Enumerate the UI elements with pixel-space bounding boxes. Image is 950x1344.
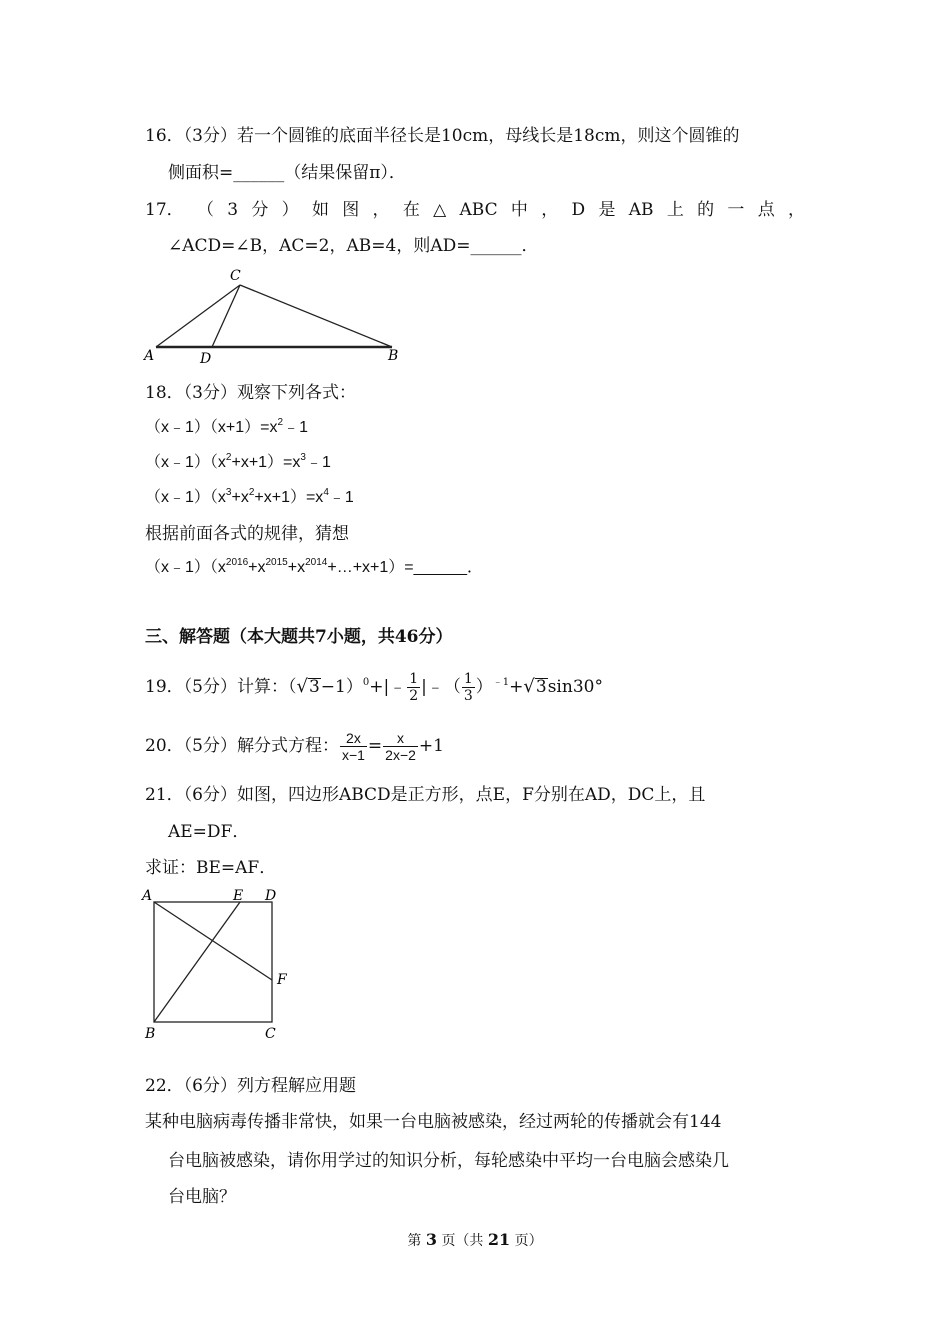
q17-token: 在: [402, 200, 420, 220]
q16-line1: 16．（3分）若一个圆锥的底面半径长是10cm，母线长是18cm，则这个圆锥的: [145, 126, 740, 146]
q19-line: 19．（5分）计算：$(√3-1)^0+|﹣$ $\frac{1}{2}$ |﹣（ $\frac{1}{3}$ ）$^{﹣1}$+√3sin30°: [145, 671, 603, 704]
q22-line3: 台电脑被感染，请你用学过的知识分析，每轮感染中平均一台电脑会感染几: [168, 1151, 729, 1171]
q21-label-a: A: [142, 888, 153, 904]
q20-fraction-left: $\frac{2x}{x-1}$: [341, 730, 365, 763]
q17-token: 3: [227, 200, 239, 220]
q21-line1: 21．（6分）如图，四边形ABCD是正方形，点E，F分别在AD，DC上，且: [145, 785, 706, 805]
q17-token: 一: [727, 200, 745, 220]
q17-token: ，: [541, 200, 559, 220]
q17-token: 17．: [145, 200, 184, 220]
q17-token: 中: [510, 200, 528, 220]
page-number: 3: [425, 1230, 437, 1249]
q17-token: ，: [372, 200, 390, 220]
q19-third: $\frac{1}{3}$: [463, 671, 473, 704]
q22-line1: 22．（6分）列方程解应用题: [145, 1076, 356, 1096]
page-footer: 第 3 页（共 21 页）: [407, 1230, 543, 1249]
q17-token: （: [196, 200, 214, 220]
q17-token: ，: [788, 200, 805, 220]
q18-eq3: $(x﹣1)(x^3+x^2+x+1)=x^4﹣1$: [145, 487, 354, 506]
q17-line2: ∠ACD=∠B，AC=2，AB=4，则AD=______．: [168, 236, 539, 256]
q17-token: ABC: [459, 200, 498, 220]
q17-token: 分: [251, 200, 269, 220]
q21-label-b: B: [145, 1026, 156, 1042]
q21-square-figure: [140, 884, 300, 1044]
q17-token: 如: [311, 200, 329, 220]
q18-eq1: $(x﹣1)(x+1)=x^2﹣1$: [145, 417, 308, 436]
q21-label-e: E: [233, 888, 244, 904]
q17-token: 是: [598, 200, 616, 220]
q20-line: 20．（5分）解分式方程： $\frac{2x}{x-1}$ = $\frac{x}{2x-2}$ +1: [145, 730, 444, 763]
q21-label-f: F: [277, 972, 287, 988]
q17-line1: [145, 200, 805, 220]
q17-token: 上: [666, 200, 684, 220]
q18-eq2: $(x﹣1)(x^2+x+1)=x^3﹣1$: [145, 452, 331, 471]
section3-heading: 三、解答题（本大题共7小题，共46分）: [145, 627, 453, 647]
q17-token: 的: [697, 200, 715, 220]
q16-line2: 侧面积=______（结果保留π）．: [168, 163, 406, 183]
q18-line1: 18．（3分）观察下列各式：: [145, 383, 356, 403]
q17-token: 图: [342, 200, 360, 220]
q21-label-d: D: [265, 888, 277, 904]
q18-guess: 根据前面各式的规律，猜想: [145, 524, 349, 544]
q22-line4: 台电脑？: [168, 1187, 236, 1207]
q18-eq4: $(x﹣1)(x^{2016}+x^{2015}+x^{2014}+\dots+x+1)=\_\_\_\_\_\_$．: [145, 557, 484, 576]
q17-token: 点: [757, 200, 775, 220]
page-total: 21: [487, 1230, 511, 1249]
q17-label-d: D: [200, 351, 212, 367]
q21-label-c: C: [265, 1026, 276, 1042]
q17-token: D: [571, 200, 586, 220]
q17-label-a: A: [144, 348, 155, 364]
q17-token: AB: [628, 200, 654, 220]
q21-line3: 求证：BE=AF．: [145, 858, 277, 878]
q17-triangle-figure: [140, 265, 410, 367]
q22-line2: 某种电脑病毒传播非常快，如果一台电脑被感染，经过两轮的传播就会有144: [145, 1112, 722, 1132]
q21-line2: AE=DF．: [168, 822, 250, 842]
q17-token: ）: [281, 200, 299, 220]
q17-label-b: B: [388, 348, 399, 364]
q20-fraction-right: $\frac{x}{2x-2}$: [385, 730, 416, 763]
q17-token: △: [433, 200, 447, 220]
q19-half: $\frac{1}{2}$: [409, 671, 419, 704]
q17-label-c: C: [230, 268, 241, 284]
